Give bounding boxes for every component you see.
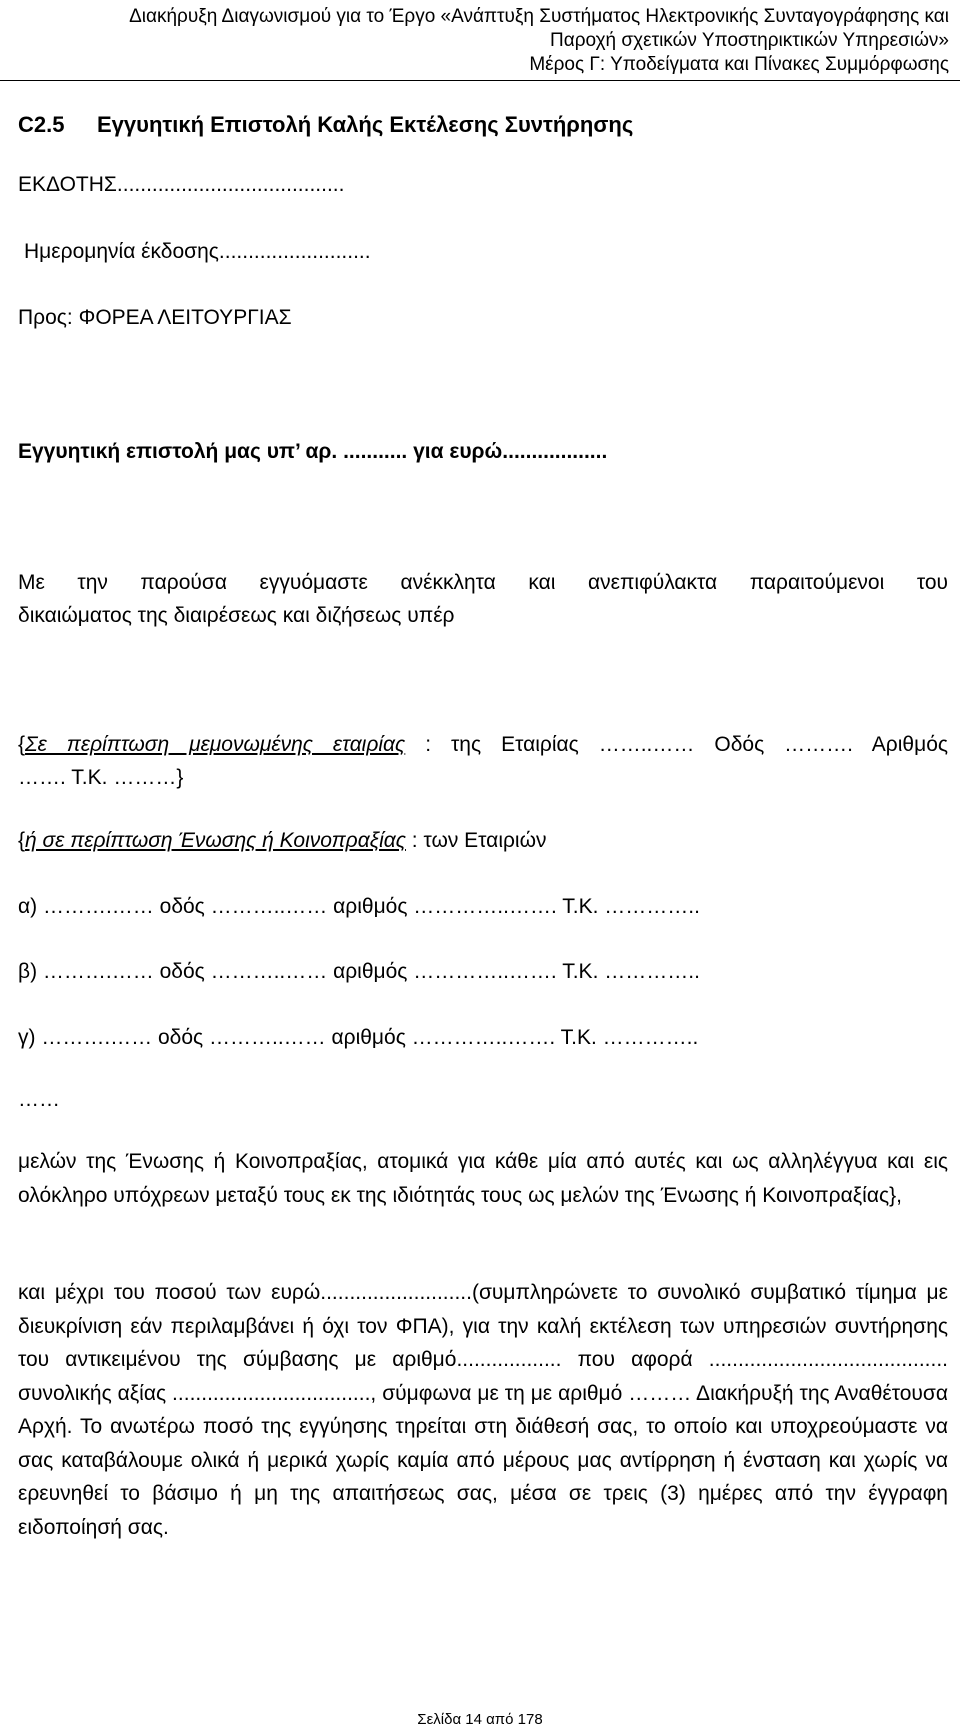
- amount-paragraph: και μέχρι του ποσού των ευρώ..........................(συμπληρώνετε το συνολικό συμβατικό τίμημα με διευκρίνιση εάν περιλαμβάνει ή όχι τον ΦΠΑ), για την καλή εκτέλεση των υπηρεσιών συντήρησης του αντικειμένου της σύμβασης με αριθμό.................. που αφορά ......................................... συνολικής αξίας .................................., σύμφωνα με τη με αριθμό ……… Διακήρυξή της Αναθέτουσα Αρχή. Το ανωτέρω ποσό της εγγύησης τηρείται στη διάθεσή σας, το οποίο και υποχρεούμαστε να σας καταβάλουμε ολικά ή μερικά χωρίς καμία από μέρους μας αντίρρηση ή ένσταση και χωρίς να ερευνηθεί το βάσιμο ή μη της απαιτήσεως σας, μέσα σε τρεις (3) ημέρες από την έγγραφη ειδοποίησή σας.: [18, 1281, 948, 1539]
- members-paragraph: μελών της Ένωσης ή Κοινοπραξίας, ατομικά για κάθε μία από αυτές και ως αλληλέγγυα και εις ολόκληρο υπόχρεων μεταξύ τους εκ της ιδιότητάς τους ως μελών της Ένωσης ή Κοινοπραξίας},: [18, 1150, 948, 1207]
- header-line-2: Παροχή σχετικών Υποστηρικτικών Υπηρεσιών»: [550, 30, 949, 51]
- section-title: Εγγυητική Επιστολή Καλής Εκτέλεσης Συντήρησης: [97, 112, 634, 137]
- member-a: α) ……….…… οδός ………..…… αριθμός …………..……. Τ.Κ. …………..: [18, 895, 700, 918]
- recipient-field: Προς: ΦΟΡΕΑ ΛΕΙΤΟΥΡΓΙΑΣ: [18, 306, 292, 329]
- issuer-field: ΕΚΔΟΤΗΣ.......................................: [18, 173, 345, 196]
- joint-venture-case: ή σε περίπτωση Ένωσης ή Κοινοπραξίας: [25, 829, 406, 852]
- letter-reference: Εγγυητική επιστολή μας υπ’ αρ. ........... για ευρώ..................: [18, 440, 608, 463]
- body-line-2: δικαιώματος της διαιρέσεως και διζήσεως υπέρ: [18, 604, 455, 627]
- header-line-3: Μέρος Γ: Υποδείγματα και Πίνακες Συμμόρφωσης: [529, 54, 949, 75]
- header-line-1: Διακήρυξη Διαγωνισμού για το Έργο «Ανάπτυξη Συστήματος Ηλεκτρονικής Συνταγογράφησης και: [129, 6, 949, 27]
- page-number: Σελίδα 14 από 178: [417, 1711, 543, 1728]
- issue-date-field: Ημερομηνία έκδοσης..........................: [24, 240, 371, 263]
- single-company-case: Σε περίπτωση μεμονωμένης εταιρίας: [25, 733, 406, 756]
- joint-venture-clause: [18, 826, 547, 856]
- single-company-details: : της Εταιρίας ……..…… Οδός ………. Αριθμός: [405, 733, 948, 756]
- brace-open: {: [18, 733, 26, 756]
- page-header: [0, 0, 960, 81]
- more-members-ellipsis: ……: [18, 1088, 60, 1111]
- member-b: β) ……….…… οδός ………..…… αριθμός …………..……. Τ.Κ. …………..: [18, 960, 700, 983]
- joint-venture-label: : των Εταιριών: [405, 829, 547, 852]
- section-number: C2.5: [18, 112, 65, 137]
- section-heading: [18, 110, 633, 140]
- brace-open: {: [18, 829, 26, 852]
- member-c: γ) ……….…… οδός ………..…… αριθμός …………..……. Τ.Κ. …………..: [18, 1026, 699, 1049]
- single-company-postcode: ……. Τ.Κ. ………}: [18, 766, 184, 789]
- single-company-clause: [18, 730, 948, 760]
- body-line-1: Με την παρούσα εγγυόμαστε ανέκκλητα και ανεπιφύλακτα παραιτούμενοι του: [18, 571, 948, 594]
